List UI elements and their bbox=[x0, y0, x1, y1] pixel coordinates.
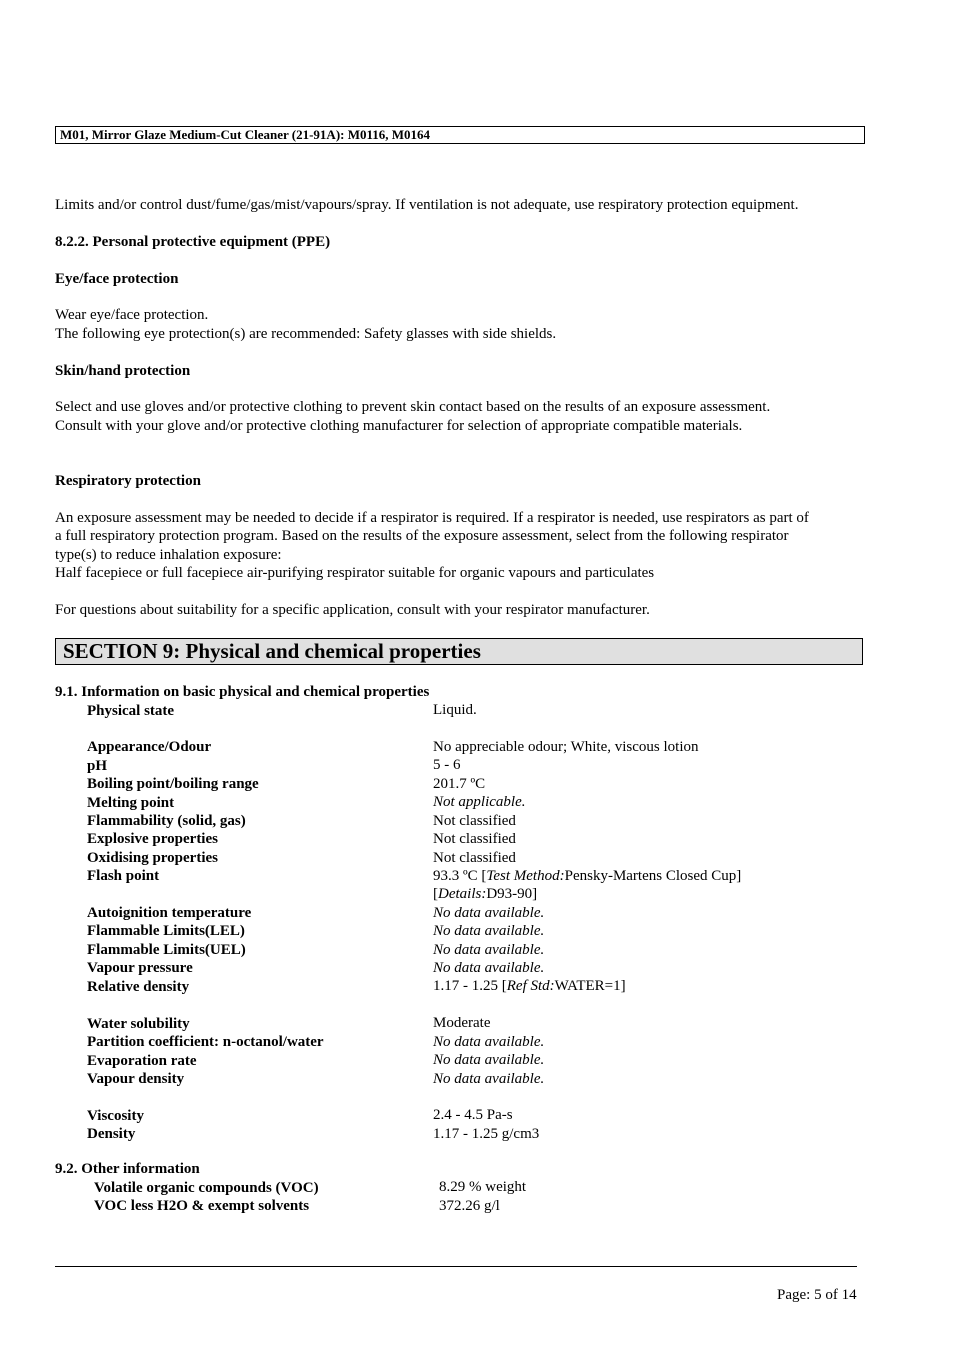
respiratory-protection-heading: Respiratory protection bbox=[55, 473, 201, 489]
property-label: Water solubility bbox=[87, 1016, 190, 1032]
property-label: Relative density bbox=[87, 979, 190, 995]
property-value: No data available. bbox=[433, 923, 545, 939]
property-value bbox=[433, 885, 537, 903]
property-value: 5 - 6 bbox=[433, 757, 461, 773]
section-9-2-heading: 9.2. Other information bbox=[55, 1161, 200, 1177]
section-9-1-heading: 9.1. Information on basic physical and chemical properties bbox=[55, 684, 430, 700]
property-label: Density bbox=[87, 1126, 136, 1142]
property-value: 2.4 - 4.5 Pa-s bbox=[433, 1107, 513, 1123]
property-label: Boiling point/boiling range bbox=[87, 776, 259, 792]
property-value: No data available. bbox=[433, 1052, 545, 1068]
value-details-text: D93-90] bbox=[486, 886, 538, 902]
respiratory-line-3: type(s) to reduce inhalation exposure: bbox=[55, 547, 282, 563]
value-text: 1.17 - 1.25 [ bbox=[433, 978, 507, 994]
property-value: No data available. bbox=[433, 905, 545, 921]
property-value bbox=[433, 977, 626, 995]
property-value: 201.7 ºC bbox=[433, 776, 486, 792]
property-label: Melting point bbox=[87, 795, 175, 811]
property-value: Not applicable. bbox=[433, 794, 526, 810]
property-value: No appreciable odour; White, viscous lotion bbox=[433, 739, 699, 755]
engineering-controls-text: Limits and/or control dust/fume/gas/mist/vapours/spray. If ventilation is not adequate, use respiratory protection equipment. bbox=[55, 197, 799, 213]
property-label: Autoignition temperature bbox=[87, 905, 252, 921]
property-value: Not classified bbox=[433, 831, 516, 847]
value-refstd-text: WATER=1] bbox=[554, 978, 626, 994]
value-refstd-label: Ref Std: bbox=[506, 978, 555, 994]
property-label: Partition coefficient: n-octanol/water bbox=[87, 1034, 324, 1050]
property-label: Vapour density bbox=[87, 1071, 185, 1087]
value-text: 93.3 ºC [ bbox=[433, 868, 487, 884]
value-method-text: Pensky-Martens Closed Cup] bbox=[564, 868, 742, 884]
property-value: No data available. bbox=[433, 960, 545, 976]
skin-protection-line-2: Consult with your glove and/or protective clothing manufacturer for selection of appropriate compatible materials. bbox=[55, 418, 743, 434]
property-label: Flash point bbox=[87, 868, 160, 884]
property-label: Flammable Limits(UEL) bbox=[87, 942, 246, 958]
other-info-value: 8.29 % weight bbox=[439, 1179, 527, 1195]
other-info-label: VOC less H2O & exempt solvents bbox=[94, 1198, 310, 1214]
property-value: 1.17 - 1.25 g/cm3 bbox=[433, 1126, 540, 1142]
skin-protection-line-1: Select and use gloves and/or protective clothing to prevent skin contact based on the results of an exposure assessment. bbox=[55, 399, 771, 415]
value-details-label: Details: bbox=[438, 886, 487, 902]
section-9-title: SECTION 9: Physical and chemical properties bbox=[55, 638, 863, 665]
respiratory-line-4: Half facepiece or full facepiece air-purifying respirator suitable for organic vapours and particulates bbox=[55, 565, 655, 581]
value-text: [ bbox=[433, 886, 438, 902]
property-label: Physical state bbox=[87, 703, 175, 719]
property-value: Not classified bbox=[433, 813, 516, 829]
property-value: Liquid. bbox=[433, 702, 477, 718]
property-label: Explosive properties bbox=[87, 831, 218, 847]
respiratory-line-2: a full respiratory protection program. Based on the results of the exposure assessment, select from the following respirator bbox=[55, 528, 789, 544]
page-number: Page: 5 of 14 bbox=[777, 1287, 857, 1303]
property-label: Appearance/Odour bbox=[87, 739, 212, 755]
respiratory-line-1: An exposure assessment may be needed to decide if a respirator is required. If a respirator is needed, use respirators as part of bbox=[55, 510, 809, 526]
respiratory-line-5: For questions about suitability for a specific application, consult with your respirator manufacturer. bbox=[55, 602, 650, 618]
property-label: Vapour pressure bbox=[87, 960, 193, 976]
value-method-label: Test Method: bbox=[486, 868, 565, 884]
eye-protection-line-1: Wear eye/face protection. bbox=[55, 307, 209, 323]
property-value: No data available. bbox=[433, 942, 545, 958]
property-label: Flammability (solid, gas) bbox=[87, 813, 246, 829]
property-value: Moderate bbox=[433, 1015, 491, 1031]
other-info-value: 372.26 g/l bbox=[439, 1198, 500, 1214]
property-label: Flammable Limits(LEL) bbox=[87, 923, 245, 939]
other-info-label: Volatile organic compounds (VOC) bbox=[94, 1180, 319, 1196]
ppe-heading: 8.2.2. Personal protective equipment (PPE) bbox=[55, 234, 331, 250]
property-label: Evaporation rate bbox=[87, 1053, 197, 1069]
property-value: Not classified bbox=[433, 850, 516, 866]
document-header: M01, Mirror Glaze Medium-Cut Cleaner (21-91A): M0116, M0164 bbox=[55, 126, 865, 144]
footer-divider bbox=[55, 1266, 857, 1267]
eye-protection-heading: Eye/face protection bbox=[55, 271, 179, 287]
property-label: Oxidising properties bbox=[87, 850, 218, 866]
skin-protection-heading: Skin/hand protection bbox=[55, 363, 191, 379]
property-value bbox=[433, 867, 741, 885]
property-label: pH bbox=[87, 758, 108, 774]
property-value: No data available. bbox=[433, 1034, 545, 1050]
property-label: Viscosity bbox=[87, 1108, 144, 1124]
property-value: No data available. bbox=[433, 1071, 545, 1087]
eye-protection-line-2: The following eye protection(s) are recommended: Safety glasses with side shields. bbox=[55, 326, 557, 342]
